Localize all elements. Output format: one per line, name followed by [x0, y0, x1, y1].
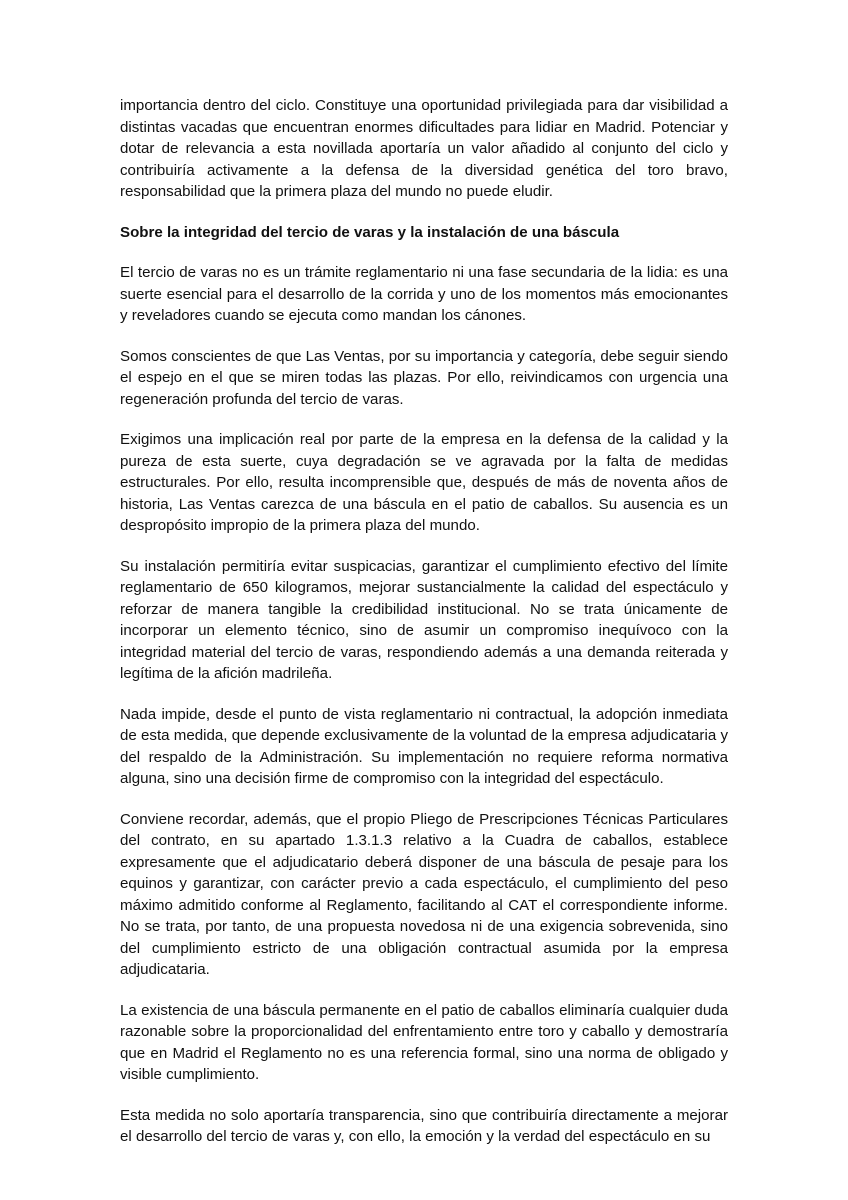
paragraph-intro: importancia dentro del ciclo. Constituye una oportunidad privilegiada para dar visibilidad a distintas vacadas que encuentran enormes dificultades para lidiar en Madrid. Potenciar y dotar de relevancia a esta novillada aportaría un valor añadido al conjunto del ciclo y contribuiría activamente a la defensa de la diversidad genética del toro bravo, responsabilidad que la primera plaza del mundo no puede eludir.	[120, 97, 728, 200]
paragraph-continued: Esta medida no solo aportaría transparencia, sino que contribuiría directamente a mejorar el desarrollo del tercio de varas y, con ello, la emoción y la verdad del espectáculo en su	[120, 1106, 728, 1145]
paragraph: La existencia de una báscula permanente en el patio de caballos eliminaría cualquier duda razonable sobre la proporcionalidad del enfrentamiento entre toro y caballo y demostraría que en Madrid el Reglamento no es una referencia formal, sino una norma de obligado y visible cumplimiento.	[120, 1001, 728, 1083]
paragraph: Nada impide, desde el punto de vista reglamentario ni contractual, la adopción inmediata de esta medida, que depende exclusivamente de la voluntad de la empresa adjudicataria y del respaldo de la Administración. Su implementación no requiere reforma normativa alguna, sino una decisión firme de compromiso con la integridad del espectáculo.	[120, 705, 728, 787]
paragraph: Conviene recordar, además, que el propio Pliego de Prescripciones Técnicas Particulares del contrato, en su apartado 1.3.1.3 relativo a la Cuadra de caballos, establece expresamente que el adjudicatario deberá disponer de una báscula de pesaje para los equinos y garantizar, con carácter previo a cada espectáculo, el cumplimiento del peso máximo admitido conforme al Reglamento, facilitando al CAT el correspondiente informe. No se trata, por tanto, de una propuesta novedosa ni de una exigencia sobrevenida, sino del cumplimiento estricto de una obligación contractual asumida por la empresa adjudicataria.	[120, 810, 728, 978]
paragraph: El tercio de varas no es un trámite reglamentario ni una fase secundaria de la lidia: es una suerte esencial para el desarrollo de la corrida y uno de los momentos más emocionantes y reveladores cuando se ejecuta como mandan los cánones.	[120, 264, 728, 324]
section-heading: Sobre la integridad del tercio de varas y la instalación de una báscula	[120, 223, 620, 241]
paragraph: Su instalación permitiría evitar suspicacias, garantizar el cumplimiento efectivo del límite reglamentario de 650 kilogramos, mejorar sustancialmente la calidad del espectáculo y reforzar de manera tangible la credibilidad institucional. No se trata únicamente de incorporar un elemento técnico, sino de asumir un compromiso inequívoco con la integridad material del tercio de varas, respondiendo además a una demanda reiterada y legítima de la afición madrileña.	[120, 557, 728, 682]
paragraph: Exigimos una implicación real por parte de la empresa en la defensa de la calidad y la pureza de esta suerte, cuya degradación se ve agravada por la falta de medidas estructurales. Por ello, resulta incomprensible que, después de más de noventa años de historia, Las Ventas carezca de una báscula en el patio de caballos. Su ausencia es un despropósito impropio de la primera plaza del mundo.	[120, 431, 728, 534]
paragraph: Somos conscientes de que Las Ventas, por su importancia y categoría, debe seguir siendo el espejo en el que se miren todas las plazas. Por ello, reivindicamos con urgencia una regeneración profunda del tercio de varas.	[120, 347, 728, 408]
document-body	[120, 95, 728, 1167]
